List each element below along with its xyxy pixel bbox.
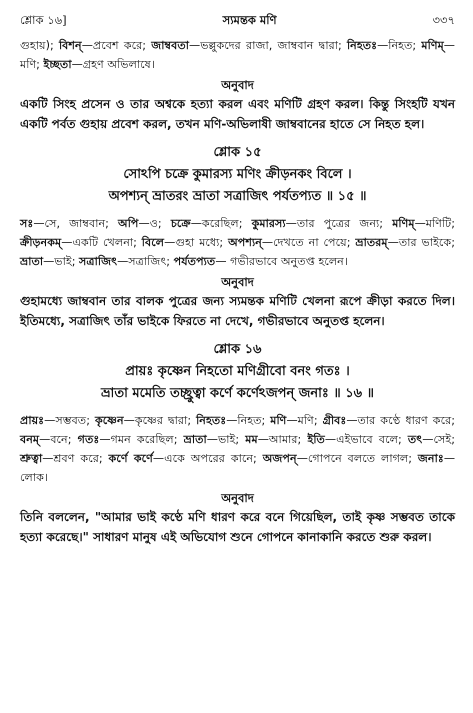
translation-heading: অনুবাদ	[221, 275, 254, 289]
page-header	[20, 12, 455, 36]
header-chapter-title: স্যমন্তক মণি	[222, 13, 277, 27]
verse-line: প্রায়ঃ কৃষ্ণেন নিহতো মণিগ্রীবো বনং গতঃ ।	[125, 364, 350, 379]
header-verse-ref: শ্লোক ১৬]	[20, 13, 67, 27]
word-meanings-16: প্রায়ঃ—সম্ভবত; কৃষ্ণেন—কৃষ্ণের দ্বারা; নিহতঃ—নিহত; মণি—মণি; গ্রীবঃ—তার কণ্ঠে ধারণ করে; বনম্—বনে; গতঃ—গমন করেছিল; ভ্রাতা—ভাই; মম—আমার; ইতি—এইভাবে বলে; তৎ—সেই; শ্রুত্বা—শ্রবণ করে; কর্ণে কর্ণে—একে অপরের কানে; অজপন্—গোপনে বলতে লাগল; জনাঃ—লোক।	[20, 414, 455, 484]
translation-16: তিনি বললেন, "আমার ভাই কণ্ঠে মণি ধারণ করে বনে গিয়েছিল, তাই কৃষ্ণ সম্ভবত তাকে হত্যা করেছে।" সাধারণ মানুষ এই অভিযোগ শুনে গোপনে কানাকানি করতে শুরু করল।	[20, 510, 455, 544]
header-page-number: ৩৩৭	[432, 13, 455, 27]
verse-line: অপশ্যন্ ভ্রাতরং ভ্রাতা সত্রাজিৎ পর্যতপ্যত ॥ ১৫ ॥	[108, 189, 367, 204]
translation-15: গুহামধ্যে জাম্ববান তার বালক পুত্রের জন্য স্যমন্তক মণিটি খেলনা রূপে ক্রীড়া করতে দিল। ইতিমধ্যে, সত্রাজিৎ তাঁর ভাইকে ফিরতে না দেখে, গভীরভাবে অনুতপ্ত হলেন।	[20, 294, 455, 328]
word-meanings-15: সঃ—সে, জাম্ববান; অপি—ও; চক্রে—করেছিল; কুমারস্য—তার পুত্রের জন্য; মণিম্—মণিটি; ক্রীড়নকম্—একটি খেলনা; বিলে—গুহা মধ্যে; অপশ্যন্—দেখতে না পেয়ে; ভ্রাতরম্—তার ভাইকে; ভ্রাতা—ভাই; সত্রাজিৎ—সত্রাজিৎ; পর্যতপ্যত— গভীরভাবে অনুতপ্ত হলেন।	[20, 217, 456, 268]
verse-line: সোঽপি চক্রে কুমারস্য মণিং ক্রীড়নকং বিলে ।	[123, 167, 352, 182]
verse-title-15: শ্লোক ১৫	[213, 145, 262, 160]
word-meanings-14: গুহায়); বিশন্—প্রবেশ করে; জাম্ববতা—ভল্লুকদের রাজা, জাম্ববান দ্বারা; নিহতঃ—নিহত; মণিম্—মণি; ইচ্ছতা—গ্রহণ অভিলাষে।	[20, 39, 455, 71]
verse-line: ভ্রাতা মমেতি তচ্ছ্রুত্বা কর্ণে কর্ণেঽজপন্ জনাঃ ॥ ১৬ ॥	[101, 386, 374, 401]
translation-heading: অনুবাদ	[221, 78, 254, 92]
translation-14: একটি সিংহ প্রসেন ও তার অশ্বকে হত্যা করল এবং মণিটি গ্রহণ করল। কিন্তু সিংহটি যখন একটি পর্বত গুহায় প্রবেশ করল, তখন মণি-অভিলাষী জাম্ববানের হাতে সে নিহত হল।	[20, 97, 455, 131]
translation-heading: অনুবাদ	[221, 491, 254, 505]
verse-title-16: শ্লোক ১৬	[213, 342, 262, 357]
